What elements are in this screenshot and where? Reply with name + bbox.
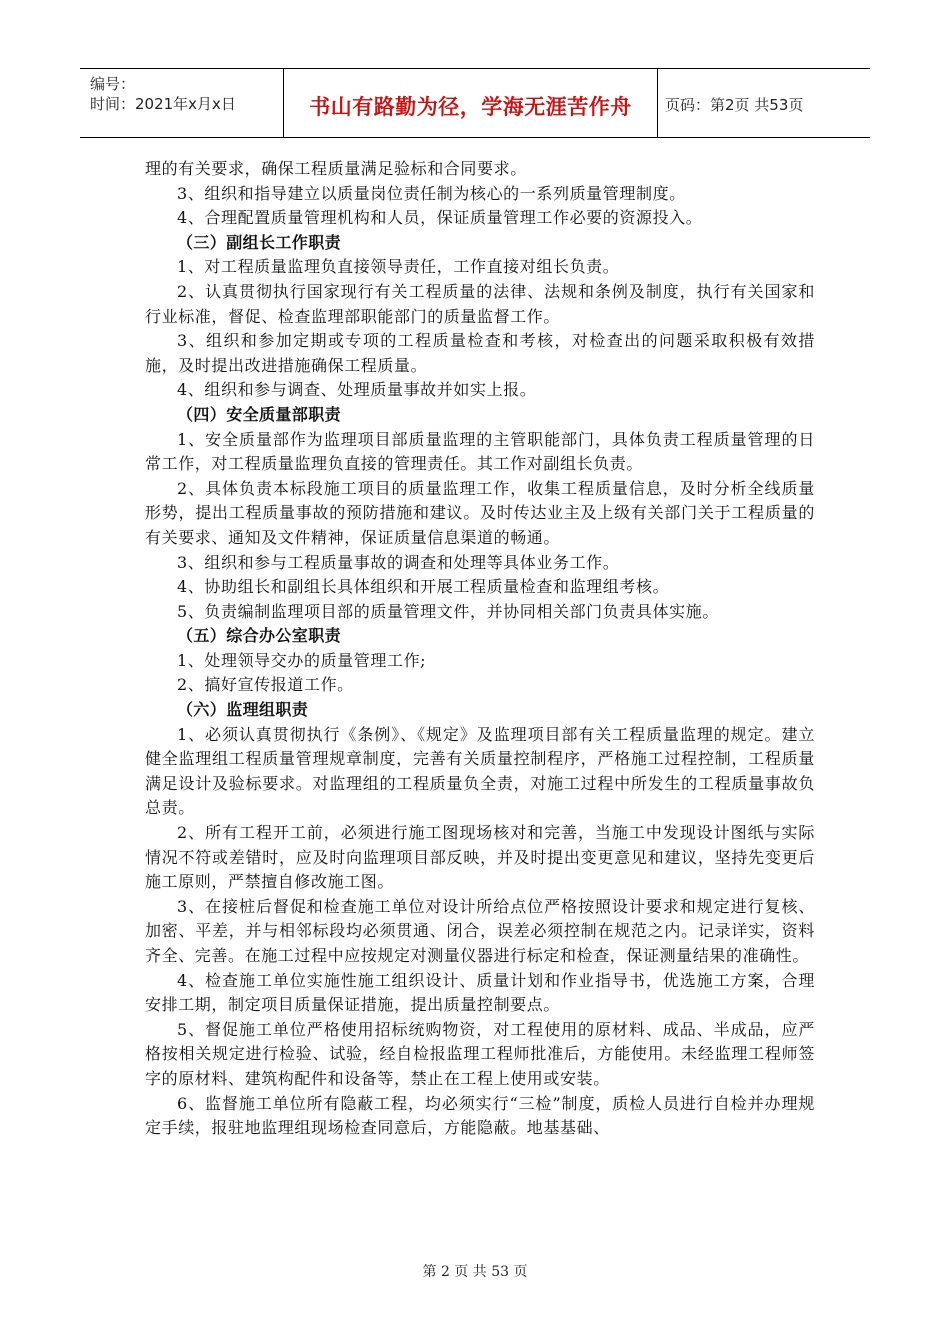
paragraph: 4、协助组长和副组长具体组织和开展工程质量检查和监理组考核。 bbox=[177, 577, 670, 597]
paragraph: 4、合理配置质量管理机构和人员，保证质量管理工作必要的资源投入。 bbox=[177, 208, 703, 228]
header-page-info: 页码：第2页 共53页 bbox=[665, 96, 804, 114]
paragraph: 3、组织和参加定期或专项的工程质量检查和考核，对检查出的问题采取积极有效措施，及时提出改进措施确保工程质量。 bbox=[145, 331, 815, 375]
header-meta-cell bbox=[80, 69, 282, 137]
paragraph: 4、检查施工单位实施性施工组织设计、质量计划和作业指导书，优选施工方案，合理安排工期，制定项目质量保证措施，提出质量控制要点。 bbox=[145, 970, 815, 1015]
paragraph: 1、处理领导交办的质量管理工作; bbox=[177, 650, 427, 670]
paragraph: 3、组织和指导建立以质量岗位责任制为核心的一系列质量管理制度。 bbox=[177, 183, 686, 203]
paragraph: 5、督促施工单位严格使用招标统购物资，对工程使用的原材料、成品、半成品，应严格按相关规定进行检验、试验，经自检报监理工程师批准后，方能使用。未经监理工程师签字的原材料、建筑构配件和设备等，禁止在工程上使用或安装。 bbox=[145, 1019, 815, 1088]
header-motto: 书山有路勤为径，学海无涯苦作舟 bbox=[309, 95, 632, 119]
paragraph: 2、所有工程开工前，必须进行施工图现场核对和完善，当施工中发现设计图纸与实际情况不符或差错时，应及时向监理项目部反映，并及时提出变更意见和建议，坚持先变更后施工原则，严禁擅自修改施工图。 bbox=[145, 823, 815, 892]
paragraph: 2、具体负责本标段施工项目的质量监理工作，收集工程质量信息，及时分析全线质量形势，提出工程质量事故的预防措施和建议。及时传达业主及上级有关部门关于工程质量的有关要求、通知及文件精神，保证质量信息渠道的畅通。 bbox=[145, 478, 815, 547]
document-date-label: 时间：2021年x月x日 bbox=[90, 95, 236, 113]
header-motto-cell bbox=[283, 69, 658, 137]
header-page-cell bbox=[657, 69, 870, 137]
section-heading: （六）监理组职责 bbox=[177, 700, 309, 720]
page-header bbox=[80, 68, 870, 138]
paragraph: 4、组织和参与调查、处理质量事故并如实上报。 bbox=[177, 380, 537, 400]
paragraph: 6、监督施工单位所有隐蔽工程，均必须实行“三检”制度，质检人员进行自检并办理规定手续，报驻地监理组现场检查同意后，方能隐蔽。地基基础、 bbox=[145, 1093, 815, 1138]
paragraph: 理的有关要求，确保工程质量满足验标和合同要求。 bbox=[145, 159, 527, 178]
paragraph: 1、对工程质量监理负直接领导责任，工作直接对组长负责。 bbox=[177, 257, 620, 277]
paragraph: 1、安全质量部作为监理项目部质量监理的主管职能部门，具体负责工程质量管理的日常工作，对工程质量监理负直接的管理责任。其工作对副组长负责。 bbox=[145, 429, 815, 474]
paragraph: 2、认真贯彻执行国家现行有关工程质量的法律、法规和条例及制度，执行有关国家和行业标准，督促、检查监理部职能部门的质量监督工作。 bbox=[145, 281, 815, 326]
document-body bbox=[145, 157, 815, 1141]
document-number-label: 编号： bbox=[90, 75, 136, 93]
paragraph: 2、搞好宣传报道工作。 bbox=[177, 675, 354, 695]
section-heading: （四）安全质量部职责 bbox=[177, 404, 342, 424]
paragraph: 3、组织和参与工程质量事故的调查和处理等具体业务工作。 bbox=[177, 552, 620, 572]
page-footer: 第 2 页 共 53 页 bbox=[422, 1264, 528, 1280]
section-heading: （三）副组长工作职责 bbox=[177, 232, 342, 252]
paragraph: 1、必须认真贯彻执行《条例》、《规定》及监理项目部有关工程质量监理的规定。建立健全监理组工程质量管理规章制度，完善有关质量控制程序，严格施工过程控制，工程质量满足设计及验标要求。对监理组的工程质量负全责，对施工过程中所发生的工程质量事故负总责。 bbox=[145, 724, 815, 818]
paragraph: 5、负责编制监理项目部的质量管理文件，并协同相关部门负责具体实施。 bbox=[177, 601, 719, 621]
paragraph: 3、在接桩后督促和检查施工单位对设计所给点位严格按照设计要求和规定进行复核、加密、平差，并与相邻标段均必须贯通、闭合，误差必须控制在规范之内。记录详实，资料齐全、完善。在施工过程中应按规定对测量仪器进行标定和检查，保证测量结果的准确性。 bbox=[145, 896, 815, 965]
section-heading: （五）综合办公室职责 bbox=[177, 626, 342, 646]
